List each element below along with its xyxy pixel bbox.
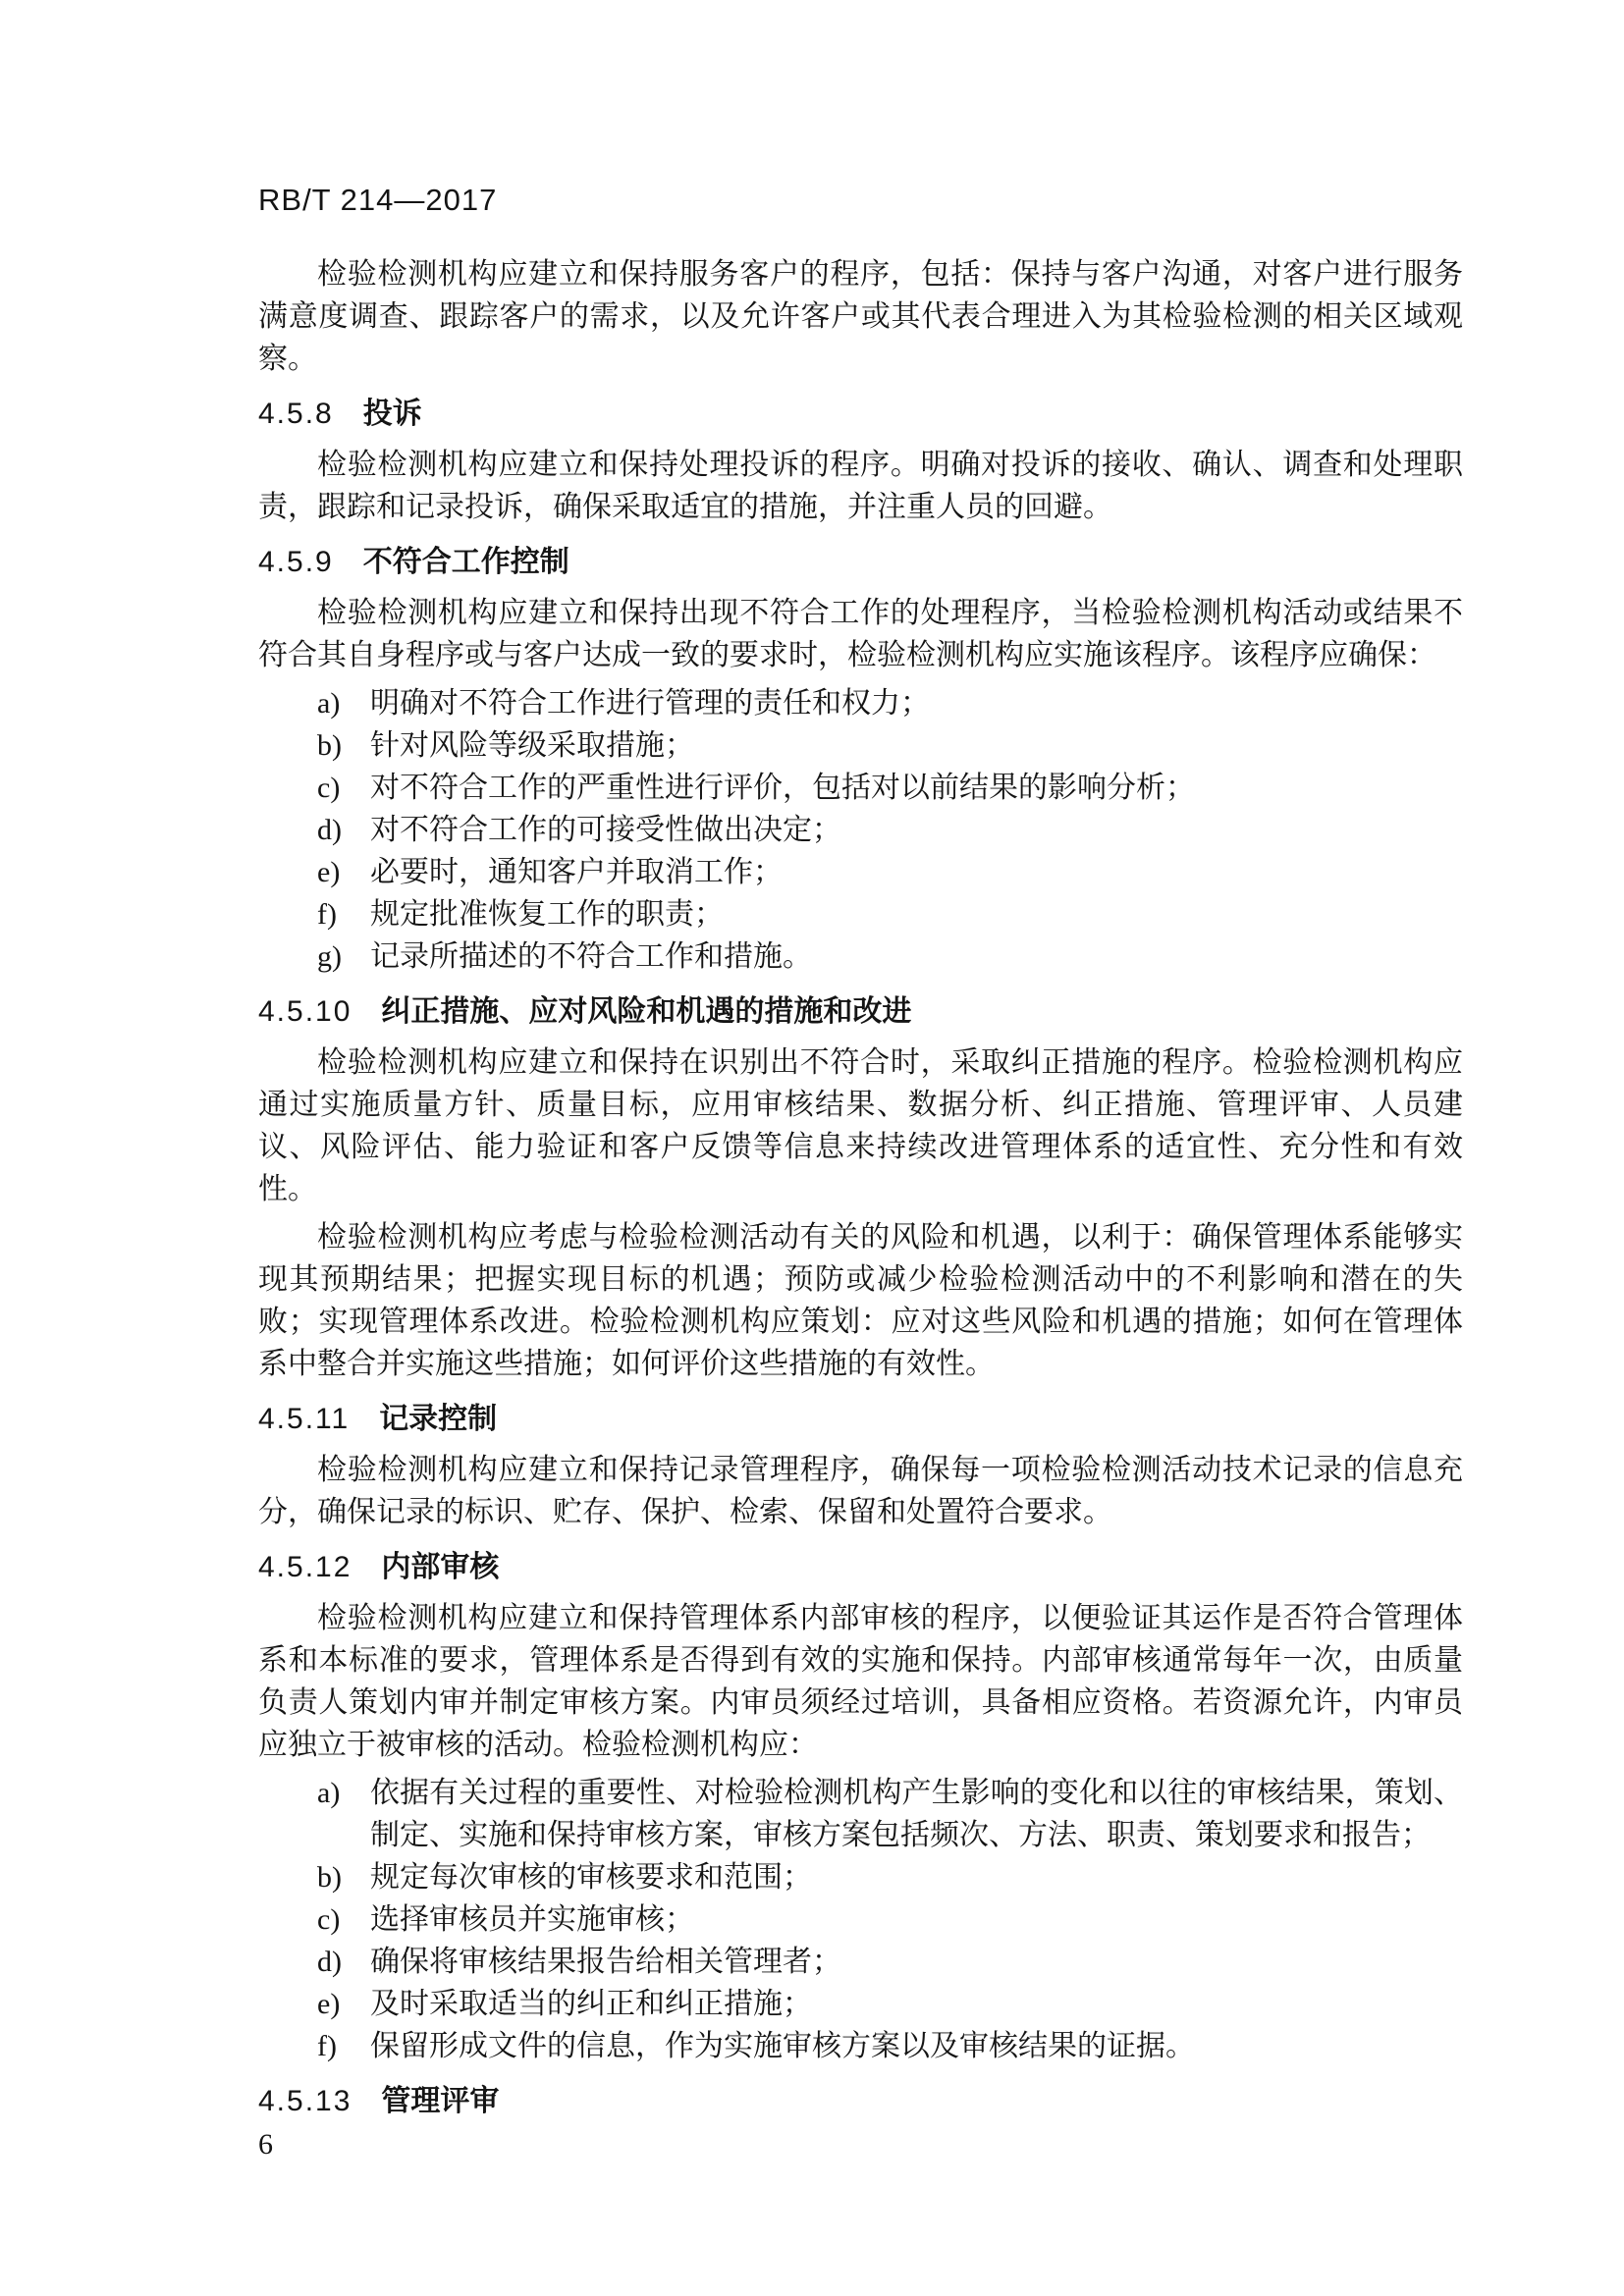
list-item <box>258 682 1463 724</box>
section-number: 4.5.9 <box>258 546 334 578</box>
list-item <box>258 809 1463 851</box>
section-number: 4.5.13 <box>258 2085 352 2117</box>
list-item-text: 对不符合工作的可接受性做出决定； <box>370 814 841 846</box>
section-title: 记录控制 <box>379 1403 498 1435</box>
list-item <box>258 767 1463 809</box>
list-item <box>258 851 1463 893</box>
section-number: 4.5.12 <box>258 1551 352 1583</box>
list-item <box>258 1983 1463 2025</box>
list-item-text: 记录所描述的不符合工作和措施。 <box>370 940 812 973</box>
section-number: 4.5.11 <box>258 1403 351 1435</box>
list-item <box>258 1941 1463 1983</box>
list-item <box>258 935 1463 978</box>
list-item-text: 对不符合工作的严重性进行评价，包括对以前结果的影响分析； <box>370 772 1195 804</box>
paragraph: 检验检测机构应建立和保持服务客户的程序，包括：保持与客户沟通，对客户进行服务满意度调查、跟踪客户的需求，以及允许客户或其代表合理进入为其检验检测的相关区域观察。 <box>258 258 1463 375</box>
list-item-text: 选择审核员并实施审核； <box>370 1903 694 1936</box>
paragraph: 检验检测机构应建立和保持在识别出不符合时，采取纠正措施的程序。检验检测机构应通过实施质量方针、质量目标，应用审核结果、数据分析、纠正措施、管理评审、人员建议、风险评估、能力验证和客户反馈等信息来持续改进管理体系的适宜性、充分性和有效性。 <box>258 1046 1463 1205</box>
list-marker: e) <box>317 1988 341 2020</box>
list-marker: d) <box>317 1946 342 1978</box>
section-title: 纠正措施、应对风险和机遇的措施和改进 <box>381 995 912 1028</box>
paragraph: 检验检测机构应建立和保持处理投诉的程序。明确对投诉的接收、确认、调查和处理职责，跟踪和记录投诉，确保采取适宜的措施，并注重人员的回避。 <box>258 449 1463 523</box>
list-marker: c) <box>317 1903 341 1936</box>
section-number: 4.5.10 <box>258 995 352 1028</box>
list-item <box>258 893 1463 935</box>
paragraph: 检验检测机构应考虑与检验检测活动有关的风险和机遇，以利于：确保管理体系能够实现其预期结果；把握实现目标的机遇；预防或减少检验检测活动中的不利影响和潜在的失败；实现管理体系改进。检验检测机构应策划：应对这些风险和机遇的措施；如何在管理体系中整合并实施这些措施；如何评价这些措施的有效性。 <box>258 1221 1463 1380</box>
section-number: 4.5.8 <box>258 398 334 430</box>
list-marker: a) <box>317 1777 341 1809</box>
paragraph: 检验检测机构应建立和保持管理体系内部审核的程序，以便验证其运作是否符合管理体系和本标准的要求，管理体系是否得到有效的实施和保持。内部审核通常每年一次，由质量负责人策划内审并制定审核方案。内审员须经过培训，具备相应资格。若资源允许，内审员应独立于被审核的活动。检验检测机构应： <box>258 1602 1463 1761</box>
list-marker: c) <box>317 772 341 804</box>
section-title: 管理评审 <box>381 2085 500 2117</box>
list-marker: a) <box>317 687 341 720</box>
section-title: 不符合工作控制 <box>362 546 569 578</box>
list-item-text: 依据有关过程的重要性、对检验检测机构产生影响的变化和以往的审核结果，策划、制定、实施和保持审核方案，审核方案包括频次、方法、职责、策划要求和报告； <box>370 1777 1463 1851</box>
section-title: 内部审核 <box>381 1551 500 1583</box>
section-heading <box>258 990 1463 1033</box>
list-item <box>258 1856 1463 1898</box>
section-heading <box>258 541 1463 583</box>
list-item-text: 确保将审核结果报告给相关管理者； <box>370 1946 841 1978</box>
list-marker: g) <box>317 940 342 973</box>
list-marker: b) <box>317 1861 342 1894</box>
list-marker: b) <box>317 729 342 762</box>
list-item-text: 及时采取适当的纠正和纠正措施； <box>370 1988 812 2020</box>
section-heading <box>258 1546 1463 1588</box>
paragraph: 检验检测机构应建立和保持记录管理程序，确保每一项检验检测活动技术记录的信息充分，确保记录的标识、贮存、保护、检索、保留和处置符合要求。 <box>258 1454 1463 1528</box>
list-item <box>258 1898 1463 1941</box>
section-heading <box>258 1398 1463 1440</box>
list-marker: e) <box>317 856 341 888</box>
list-item-text: 针对风险等级采取措施； <box>370 729 694 762</box>
list-item-text: 保留形成文件的信息，作为实施审核方案以及审核结果的证据。 <box>370 2030 1195 2062</box>
list-item <box>258 1772 1463 1856</box>
document-body <box>258 247 1463 2131</box>
standard-number-header: RB/T 214—2017 <box>258 183 498 217</box>
section-heading <box>258 2080 1463 2122</box>
list-item-text: 必要时，通知客户并取消工作； <box>370 856 783 888</box>
list-marker: f) <box>317 2030 337 2062</box>
list-item-text: 规定每次审核的审核要求和范围； <box>370 1861 812 1894</box>
list-marker: d) <box>317 814 342 846</box>
section-heading <box>258 393 1463 435</box>
list-marker: f) <box>317 898 337 931</box>
paragraph: 检验检测机构应建立和保持出现不符合工作的处理程序，当检验检测机构活动或结果不符合其自身程序或与客户达成一致的要求时，检验检测机构应实施该程序。该程序应确保： <box>258 597 1463 671</box>
section-title: 投诉 <box>362 398 422 430</box>
lettered-list <box>258 1772 1463 2067</box>
list-item <box>258 2025 1463 2067</box>
list-item-text: 规定批准恢复工作的职责； <box>370 898 724 931</box>
list-item <box>258 724 1463 767</box>
page-number: 6 <box>258 2128 273 2161</box>
lettered-list <box>258 682 1463 978</box>
list-item-text: 明确对不符合工作进行管理的责任和权力； <box>370 687 930 720</box>
